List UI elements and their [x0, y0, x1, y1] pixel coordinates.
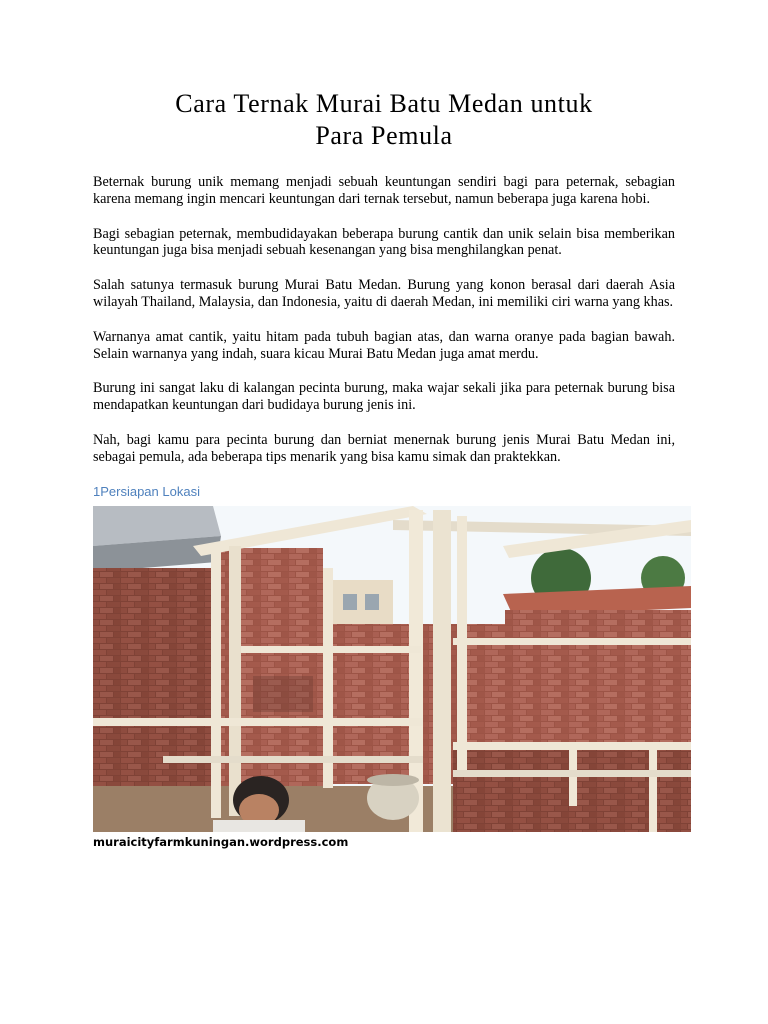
beam-1 [241, 646, 421, 653]
title-line-2: Para Pemula [315, 121, 453, 150]
paragraph-2: Bagi sebagian peternak, membudidayakan beberapa burung cantik dan unik selain bisa memberikan keuntungan juga bisa menjadi sebuah kesenangan yang bisa menghilangkan penat. [93, 225, 675, 259]
document-title [93, 88, 675, 152]
construction-photo [93, 506, 691, 832]
post-6 [457, 516, 467, 776]
title-line-1: Cara Ternak Murai Batu Medan untuk [175, 89, 593, 118]
paragraph-3: Salah satunya termasuk burung Murai Batu Medan. Burung yang konon berasal dari daerah Asia wilayah Thailand, Malaysia, dan Indonesia, yaitu di daerah Medan, ini memiliki ciri warna yang khas. [93, 277, 675, 310]
worker-shirt [213, 820, 305, 832]
beam-3 [93, 718, 423, 726]
paragraph-1: Beternak burung unik memang menjadi sebuah keuntungan sendiri bagi para peternak, sebagian karena memang ingin mencari keuntungan dari ternak tersebut, namun beberapa juga karena hobi. [93, 174, 675, 207]
beam-2 [453, 638, 691, 645]
paragraph-6: Nah, bagi kamu para pecinta burung dan berniat menernak burung jenis Murai Batu Medan ini, sebagai pemula, ada beberapa tips menarik yang bisa kamu simak dan praktekkan. [93, 431, 675, 465]
beam-4 [453, 742, 691, 750]
paragraph-5: Burung ini sangat laku di kalangan pecinta burung, maka wajar sekali jika para peternak burung bisa mendapatkan keuntungan dari budidaya burung jenis ini. [93, 380, 675, 414]
post-3 [323, 568, 333, 788]
post-2 [229, 546, 241, 816]
beam-5 [163, 756, 423, 763]
section-heading: 1Persiapan Lokasi [93, 483, 200, 499]
paragraph-4: Warnanya amat cantik, yaitu hitam pada tubuh bagian atas, dan warna oranye pada bagian bawah. Selain warnanya yang indah, suara kicau Murai Batu Medan juga amat merdu. [93, 328, 675, 362]
photo-caption: muraicityfarmkuningan.wordpress.com [93, 834, 349, 849]
post-1 [211, 548, 221, 818]
beam-6 [453, 770, 691, 777]
post-8 [649, 746, 657, 832]
document-page [93, 88, 675, 849]
neighbor-house [333, 580, 393, 624]
post-5 [433, 510, 451, 832]
